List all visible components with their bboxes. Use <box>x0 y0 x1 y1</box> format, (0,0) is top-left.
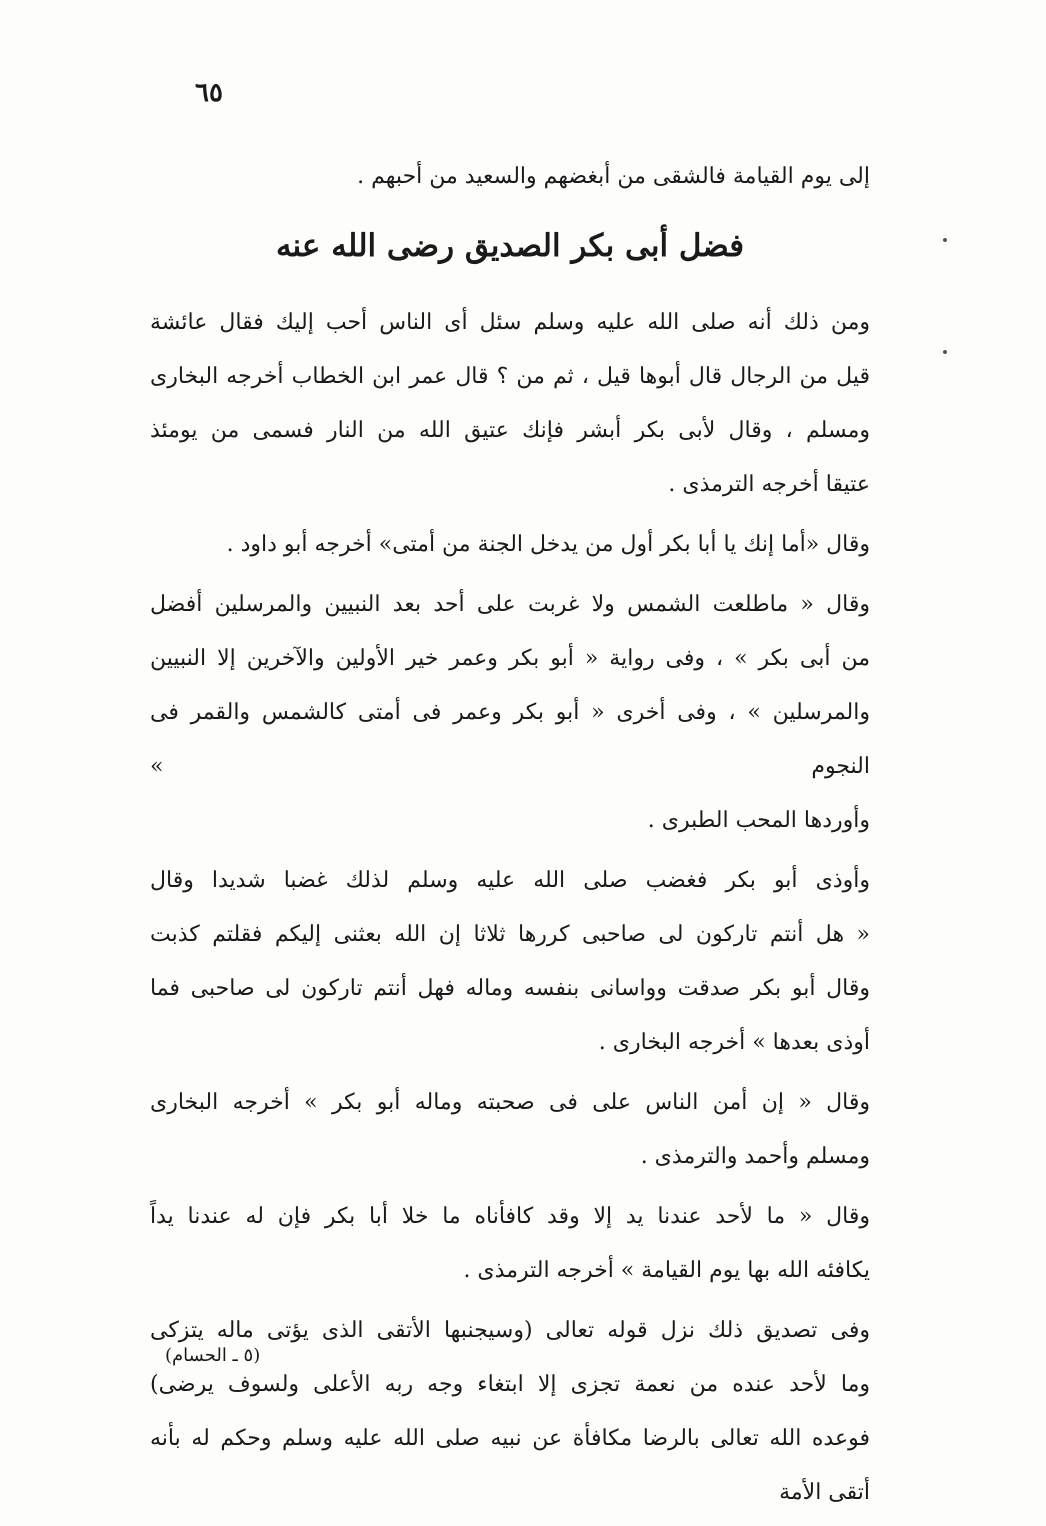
paragraph <box>150 1304 870 1520</box>
text-line: « هل أنتم تاركون لى صاحبى كررها ثلاثا إن الله بعثنى إليكم فقلتم كذبت <box>150 922 870 947</box>
text-line: ومن ذلك أنه صلى الله عليه وسلم سئل أى الناس أحب إليك فقال عائشة <box>150 310 870 335</box>
text-line: وقال أبو بكر صدقت وواسانى بنفسه وماله فهل أنتم تاركون لى صاحبى فما <box>150 976 870 1001</box>
text-line: فوعده الله تعالى بالرضا مكافأة عن نبيه صلى الله عليه وسلم وحكم له بأنه أتقى الأمة <box>150 1426 870 1505</box>
opening-line: إلى يوم القيامة فالشقى من أبغضهم والسعيد من أحبهم . <box>357 164 870 189</box>
page-number: ٦٥ <box>195 78 223 108</box>
text-line: يكافئه الله بها يوم القيامة » أخرجه الترمذى . <box>463 1258 870 1283</box>
paragraph <box>150 1076 870 1184</box>
text-line: وقال « ماطلعت الشمس ولا غربت على أحد بعد النبيين والمرسلين أفضل <box>150 592 870 617</box>
text-line: ومسلم ، وقال لأبى بكر أبشر فإنك عتيق الله من النار فسمى من يومئذ <box>150 418 870 443</box>
text-line: وقال «أما إنك يا أبا بكر أول من يدخل الجنة من أمتى» أخرجه أبو داود . <box>226 532 870 557</box>
page-footnote: (٥ ـ الحسام) <box>165 1345 261 1366</box>
paragraph <box>150 854 870 1070</box>
section-heading: فضل أبى بكر الصديق رضى الله عنه <box>275 228 745 264</box>
text-line: وأوذى أبو بكر فغضب صلى الله عليه وسلم لذلك غضبا شديدا وقال <box>150 868 870 893</box>
text-line: قيل من الرجال قال أبوها قيل ، ثم من ؟ قال عمر ابن الخطاب أخرجه البخارى <box>150 364 870 389</box>
text-line: وما لأحد عنده من نعمة تجزى إلا ابتغاء وجه ربه الأعلى ولسوف يرضى) <box>150 1372 870 1397</box>
paragraph <box>150 296 870 512</box>
text-line: وقال « إن أمن الناس على فى صحبته وماله أبو بكر » أخرجه البخارى <box>150 1090 870 1115</box>
text-line: وفى تصديق ذلك نزل قوله تعالى (وسيجنبها الأتقى الذى يؤتى ماله يتزكى <box>150 1318 870 1343</box>
margin-mark <box>943 238 947 242</box>
paragraph <box>150 578 870 848</box>
margin-mark <box>943 350 947 354</box>
paragraph <box>150 1190 870 1298</box>
text-line: وأوردها المحب الطبرى . <box>647 808 870 833</box>
text-line: من أبى بكر » ، وفى رواية « أبو بكر وعمر خير الأولين والآخرين إلا النبيين <box>150 646 870 671</box>
text-line: والمرسلين » ، وفى أخرى « أبو بكر وعمر فى أمتى كالشمس والقمر فى النجوم » <box>150 700 870 779</box>
text-line: ومسلم وأحمد والترمذى . <box>640 1144 870 1169</box>
text-line: أوذى بعدها » أخرجه البخارى . <box>598 1030 870 1055</box>
paragraphs <box>150 296 870 1520</box>
page-content <box>150 150 870 1526</box>
paragraph <box>150 518 870 572</box>
text-line: وقال « ما لأحد عندنا يد إلا وقد كافأناه ما خلا أبا بكر فإن له عندنا يداً <box>150 1204 870 1229</box>
text-line: عتيقا أخرجه الترمذى . <box>668 472 870 497</box>
